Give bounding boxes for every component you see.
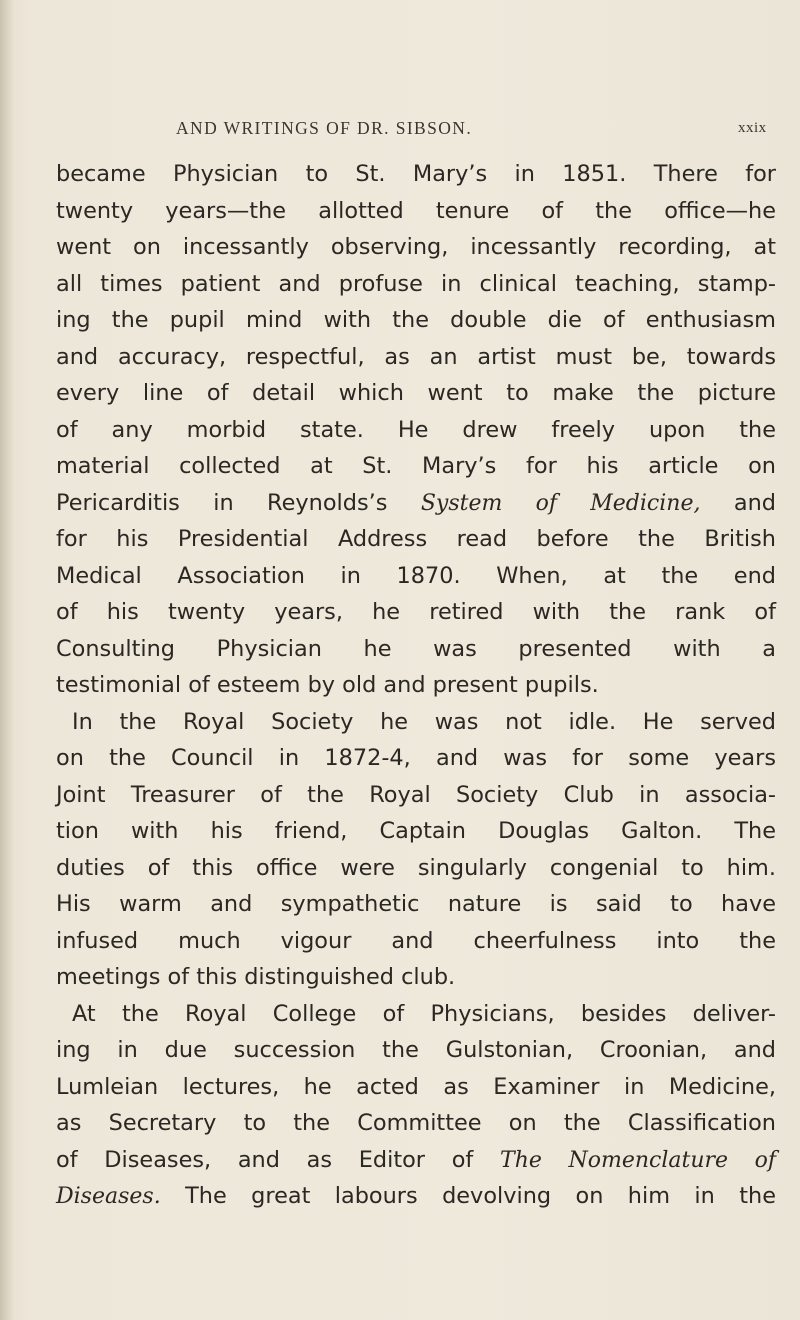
- text-line: went on incessantly observing, incessantly recording, at: [56, 234, 776, 260]
- text-line: In the Royal Society he was not idle. He served: [72, 708, 776, 735]
- gutter-shadow: [0, 0, 14, 1320]
- text-line: of Diseases, and as Editor of The Nomenclature of: [56, 1146, 776, 1173]
- running-title: AND WRITINGS OF DR. SIBSON.: [176, 118, 473, 138]
- text-line: Diseases. The great labours devolving on him in the: [56, 1183, 776, 1209]
- paragraph: [56, 996, 776, 1215]
- text-line: meetings of this distinguished club.: [56, 964, 456, 990]
- text-line: all times patient and profuse in clinical teaching, stamp-: [56, 270, 776, 297]
- text-line: ing in due succession the Gulstonian, Croonian, and: [56, 1037, 776, 1063]
- italic-title: System of Medicine,: [420, 490, 701, 516]
- italic-title: Diseases.: [56, 1184, 161, 1209]
- text-line: duties of this office were singularly congenial to him.: [56, 854, 776, 881]
- text-line: for his Presidential Address read before the British: [56, 526, 776, 552]
- text-line: and accuracy, respectful, as an artist must be, towards: [56, 343, 776, 370]
- text-line: Lumleian lectures, he acted as Examiner in Medicine,: [56, 1073, 776, 1100]
- text-line: of any morbid state. He drew freely upon the: [56, 416, 776, 443]
- paragraph: [56, 704, 776, 996]
- text-line: His warm and sympathetic nature is said to have: [56, 891, 776, 917]
- text-line: of his twenty years, he retired with the rank of: [56, 599, 776, 625]
- text-line: ing the pupil mind with the double die of enthusiasm: [56, 307, 776, 333]
- text-line: as Secretary to the Committee on the Classification: [56, 1110, 776, 1136]
- text-line: Consulting Physician he was presented with a: [56, 635, 776, 662]
- text-line: twenty years—the allotted tenure of the office—he: [56, 197, 776, 224]
- text-line: material collected at St. Mary’s for his article on: [56, 453, 776, 479]
- text-line: Medical Association in 1870. When, at the end: [56, 562, 776, 589]
- text-line: every line of detail which went to make the picture: [56, 380, 776, 406]
- body-text: [56, 156, 776, 1215]
- page-number: xxix: [738, 120, 767, 136]
- text-line: Pericarditis in Reynolds’s System of Medicine, and: [56, 489, 776, 516]
- paragraph: [56, 156, 776, 704]
- text-line: tion with his friend, Captain Douglas Galton. The: [56, 818, 776, 844]
- italic-title: The Nomenclature of: [500, 1147, 776, 1173]
- text-line: At the Royal College of Physicians, besides deliver-: [72, 1000, 776, 1027]
- text-line: Joint Treasurer of the Royal Society Club in associa-: [56, 781, 776, 808]
- text-line: testimonial of esteem by old and present pupils.: [56, 672, 599, 698]
- running-head: [0, 118, 800, 142]
- text-line: became Physician to St. Mary’s in 1851. There for: [56, 161, 776, 187]
- text-line: on the Council in 1872-4, and was for some years: [56, 745, 776, 771]
- text-line: infused much vigour and cheerfulness into the: [56, 927, 776, 954]
